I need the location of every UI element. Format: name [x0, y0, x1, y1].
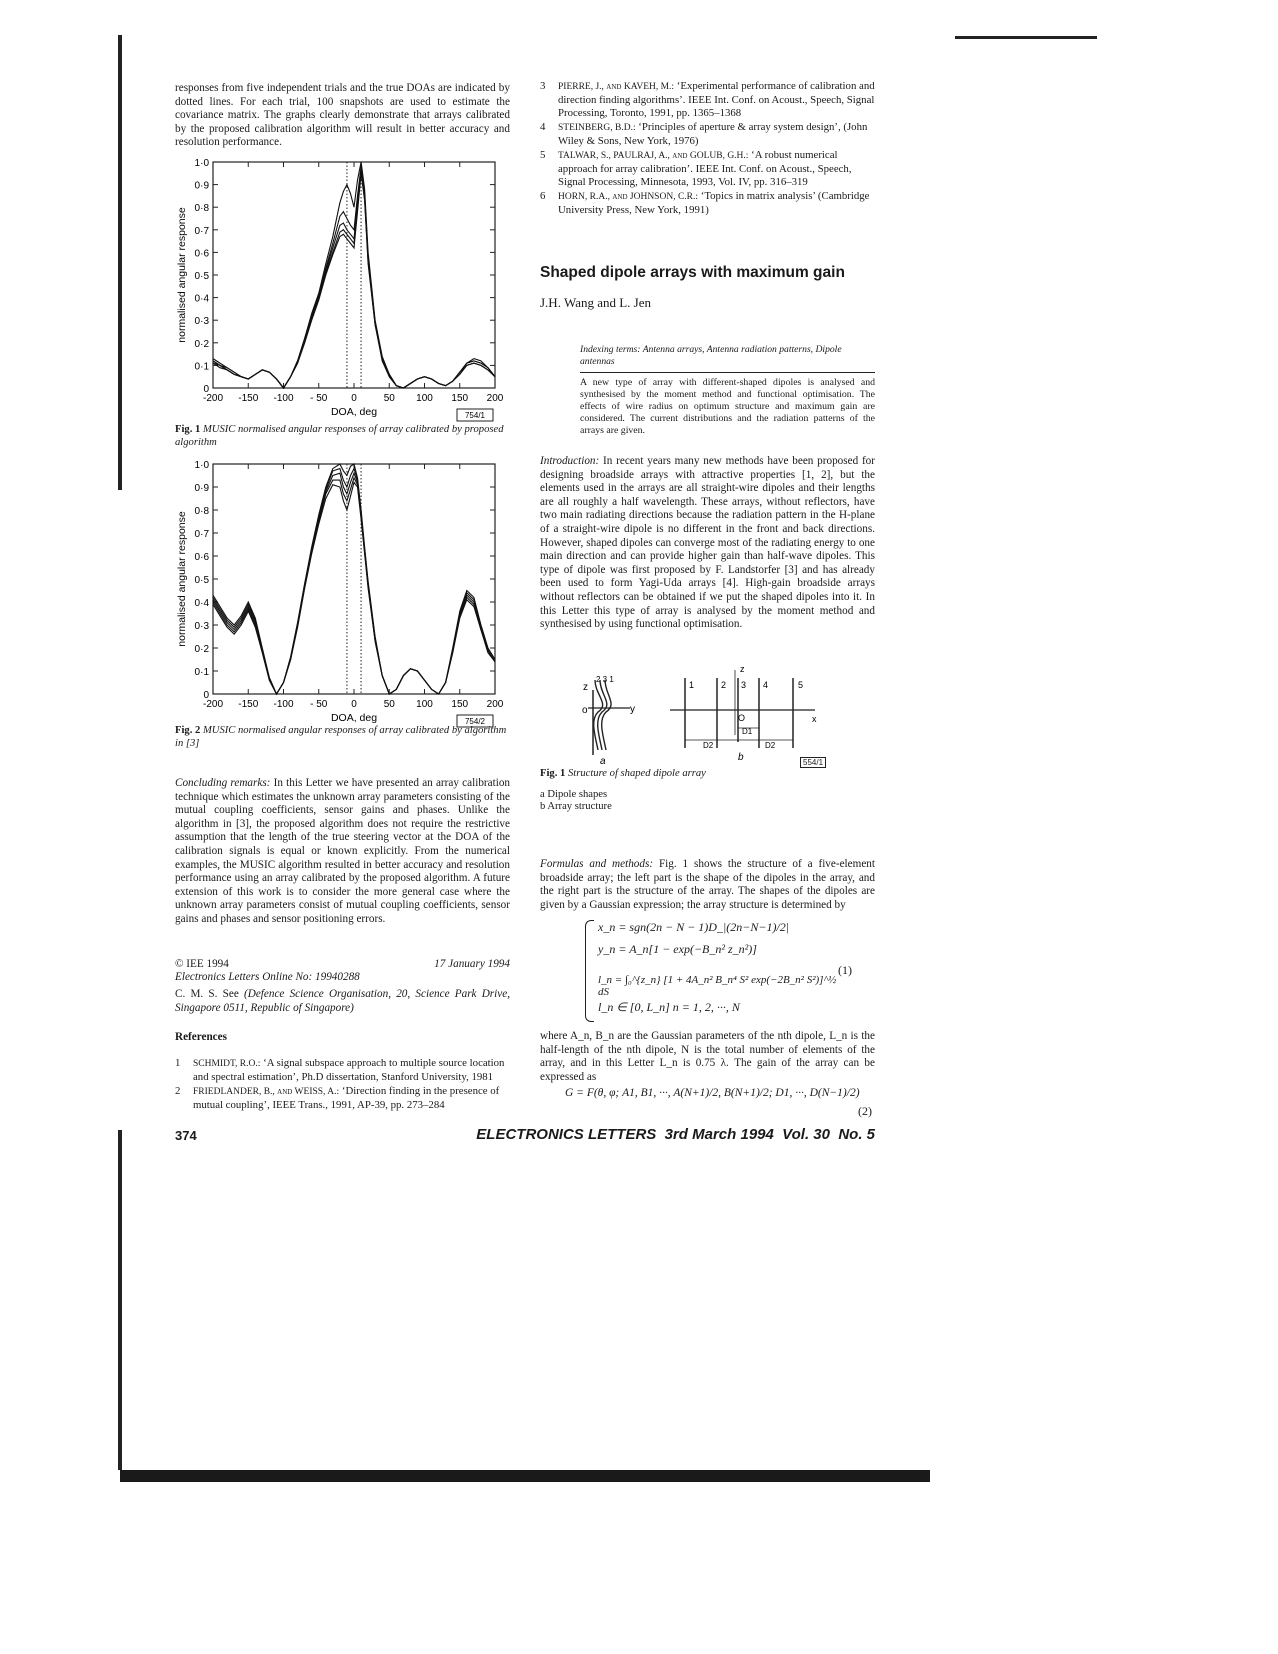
intro-heading: Introduction: [540, 455, 600, 467]
series-line [213, 169, 495, 388]
fig2-plot [165, 454, 515, 736]
y-tick-label: 0·8 [194, 203, 209, 215]
x-tick-label: 100 [416, 393, 433, 404]
fig2-caption-label: Fig. 2 [175, 725, 201, 736]
y-tick-label: 0·5 [194, 575, 209, 586]
dipole-curve [602, 680, 611, 750]
indexing-terms: Indexing terms: Antenna arrays, Antenna radiation patterns, Dipole antennas [580, 344, 842, 367]
figure-tag: 754/1 [464, 411, 486, 420]
fig-label-b: b [738, 752, 744, 763]
author-affiliation [175, 988, 510, 1015]
y-axis-label: normalised angular response [176, 511, 188, 647]
fig-label-d2-left: D2 [703, 741, 714, 750]
fig-label-d2-right: D2 [765, 741, 776, 750]
x-tick-label: -150 [238, 699, 259, 710]
journal-footer: ELECTRONICS LETTERS 3rd March 1994 Vol. 30 No. 5 [476, 1126, 875, 1143]
x-tick-label: 200 [486, 699, 504, 710]
fig-label-o-a: o [582, 705, 588, 716]
y-tick-label: 0·9 [194, 180, 209, 192]
eq1-line: l_n = ∫₀^{z_n} [1 + 4A_n² B_n⁴ S² exp(−2B_n² S²)]^½ dS [598, 974, 837, 998]
struct-fig-sub-b: b Array structure [540, 801, 612, 812]
x-tick-label: -200 [202, 393, 224, 404]
fig-num-3: 3 [741, 680, 747, 690]
struct-fig-caption-text: Structure of shaped dipole array [567, 768, 706, 779]
series-line [213, 167, 495, 389]
reference-item: 1 SCHMIDT, R.O.: ‘A signal subspace approach to multiple source location and spectral estimation’, Ph.D dissertation, Stanford University, 1981 [175, 1057, 505, 1083]
fig2-caption-text: MUSIC normalised angular responses of array calibrated by algorithm in [3] [175, 725, 507, 749]
y-tick-label: 0·2 [194, 644, 209, 655]
y-tick-label: 0·4 [194, 293, 209, 305]
dipole-shapes-diagram [582, 675, 635, 767]
x-tick-label: 200 [486, 393, 504, 404]
fig-label-x: x [812, 714, 817, 724]
struct-fig-caption-label: Fig. 1 [540, 768, 566, 779]
formulas-methods [540, 858, 875, 912]
fig-num-2: 2 [721, 680, 727, 690]
references-left [175, 1057, 510, 1113]
x-axis-label: DOA, deg [330, 406, 378, 418]
x-axis-label: DOA, deg [330, 712, 378, 724]
abstract: A new type of array with different-shaped dipoles is analysed and synthesised by the moment method and functional optimisation. The effects of wire radius on optimum structure and maximum gain are considered. The current distributions and the radiation patterns of the arrays are given. [580, 377, 875, 436]
x-tick-label: 100 [416, 699, 433, 710]
y-tick-label: 0·3 [194, 621, 209, 632]
y-tick-label: 0·6 [194, 248, 209, 260]
y-tick-label: 0·9 [194, 483, 209, 494]
left-binding-edge [118, 35, 122, 490]
y-tick-label: 0·3 [194, 316, 209, 328]
fig2-caption [175, 725, 510, 750]
dipole-curve [594, 680, 603, 750]
x-tick-label: -100 [273, 393, 294, 404]
struct-fig-sub-a: a Dipole shapes [540, 789, 608, 800]
concluding-heading: Concluding remarks: [175, 777, 271, 789]
fig-label-origin: O [738, 713, 746, 723]
fig-label-123: 2 3 1 [596, 675, 614, 684]
fig1-caption-label: Fig. 1 [175, 424, 201, 435]
top-right-rule [955, 36, 1097, 39]
series-line [213, 478, 495, 694]
y-tick-label: 0 [203, 690, 209, 701]
reference-item: 3 PIERRE, J., and KAVEH, M.: ‘Experimental performance of calibration and direction finding algorithms’. IEEE Int. Conf. on Acoust., Speech, Signal Processing, Toronto, 1991, pp. 1365–1368 [540, 80, 875, 119]
array-structure-diagram [670, 664, 817, 763]
online-number: Electronics Letters Online No: 19940288 [175, 971, 360, 983]
equation-2-label: (2) [858, 1104, 872, 1118]
eq1-line: y_n = A_n[1 − exp(−B_n² z_n²)] [598, 942, 757, 956]
y-tick-label: 0·4 [194, 598, 209, 609]
y-tick-label: 0·8 [194, 506, 209, 517]
x-tick-label: - 50 [310, 393, 328, 404]
series-line [213, 482, 495, 694]
formulas-text: Fig. 1 shows the structure of a five-element broadside array; the left part is the shape of the dipoles in the array, and the right part is the structure of the array. The shapes of the dipoles are given by a Gaussian expression; the array structure is determined by [540, 858, 875, 911]
left-binding-edge-lower [118, 1130, 122, 1470]
equation-1-brace [585, 920, 594, 1022]
where-text: where A_n, B_n are the Gaussian parameters of the nth dipole, L_n is the half-length of the nth dipole, N is the total number of elements of the array, and in this Letter L_n is 0.75 λ. The gain of the array can be expressed as [540, 1030, 875, 1083]
author-name: C. M. S. See [175, 988, 239, 1000]
x-tick-label: -150 [238, 393, 259, 404]
fig-num-4: 4 [763, 680, 769, 690]
fig-label-z-a: z [583, 682, 588, 693]
fig1-plot [165, 152, 515, 430]
y-tick-label: 1·0 [194, 158, 209, 169]
y-tick-label: 0·7 [194, 225, 209, 237]
y-tick-label: 0·5 [194, 271, 209, 282]
fig-label-y: y [630, 704, 635, 715]
x-tick-label: 150 [451, 699, 469, 710]
copyright-iee: © IEE 1994 [175, 958, 229, 970]
y-tick-label: 0·7 [194, 529, 209, 540]
concluding-remarks [175, 777, 510, 927]
y-tick-label: 0·2 [194, 338, 209, 350]
y-tick-label: 0·1 [194, 667, 209, 678]
figure-tag: 754/2 [464, 717, 486, 726]
x-tick-label: 150 [451, 393, 469, 404]
fig1-caption-text: MUSIC normalised angular responses of array calibrated by proposed algorithm [175, 424, 504, 448]
eq1-line: l_n ∈ [0, L_n] n = 1, 2, ···, N [598, 1000, 740, 1014]
fig-label-a: a [600, 756, 606, 767]
y-tick-label: 0·1 [194, 361, 209, 373]
plot-frame [213, 464, 495, 694]
left-top-paragraph: responses from five independent trials and the true DOAs are indicated by dotted lines. For each trial, 100 snapshots are used to estimate the covariance matrix. The graphs clearly demonstrate that arrays calibrated by the proposed calibration algorithm will result in better accuracy and resolution performance. [175, 82, 510, 149]
fig-num-5: 5 [798, 680, 804, 690]
abstract-rule [580, 372, 875, 373]
fig-label-d1: D1 [742, 727, 753, 736]
equation-1 [598, 920, 838, 1020]
x-tick-label: 50 [383, 699, 395, 710]
struct-fig-tag: 554/1 [800, 757, 826, 768]
introduction [540, 455, 875, 632]
x-tick-label: 50 [383, 393, 395, 404]
formulas-heading: Formulas and methods: [540, 858, 654, 870]
fig-num-1: 1 [689, 680, 695, 690]
references-heading: References [175, 1031, 227, 1043]
page-number: 374 [175, 1128, 197, 1143]
dipole-structure-figure [560, 660, 840, 770]
article-title: Shaped dipole arrays with maximum gain [540, 264, 845, 281]
x-tick-label: -200 [202, 699, 224, 710]
eq1-line: x_n = sgn(2n − N − 1)D_|(2n−N−1)/2| [598, 920, 790, 934]
series-line [213, 464, 495, 694]
y-tick-label: 1·0 [194, 460, 209, 471]
x-tick-label: 0 [351, 699, 357, 710]
reference-item: 2 FRIEDLANDER, B., and WEISS, A.: ‘Direction finding in the presence of mutual coupling’, IEEE Trans., 1991, AP-39, pp. 273–284 [175, 1085, 500, 1111]
concluding-text: In this Letter we have presented an array calibration technique which estimates the unknown array parameters consisting of the mutual coupling coefficients, sensor gains and phases. Unlike the algorithm in [3], the proposed algorithm does not require the restrictive assumption that the length of the true steering vector at the DOA of the calibration signals is equal or known explicitly. From the numerical examples, the MUSIC algorithm resulted in better accuracy and resolution performance using an array calibrated by the proposed algorithm. A future extension of this work is to consider the more general case where the unknown array parameters consist of mutual coupling coefficients, sensor gains and phases and sensor positioning errors. [175, 777, 511, 925]
series-line [213, 469, 495, 694]
y-tick-label: 0·6 [194, 552, 209, 563]
struct-fig-caption [540, 768, 875, 781]
reference-item: 6 HORN, R.A., and JOHNSON, C.R.: ‘Topics in matrix analysis’ (Cambridge University Press, New York, 1991) [540, 190, 870, 216]
references-right [540, 80, 875, 218]
intro-text: In recent years many new methods have been proposed for designing broadside arrays with attractive properties [1, 2], but the elements used in the arrays are all straight-wire dipoles and their lengths are all roughly a half wavelength. These arrays, without reflectors, have two main radiating directions because the radiation pattern in the H-plane of a straight-wire dipole is no different in the front and back directions. However, shaped dipoles can converge most of the radiating energy to one main direction and can provide higher gain than half-wave dipoles. This type of dipole was first proposed by F. Landstorfer [3] and has already been used to form Yagi-Uda arrays [4]. High-gain broadside arrays without reflectors can be obtained if we put the shaped dipoles into it. In this Letter this type of array is analysed by the moment method and synthesised by using functional optimisation. [540, 455, 875, 631]
copyright-date: 17 January 1994 [434, 958, 510, 970]
y-tick-label: 0 [203, 384, 209, 395]
y-axis-label: normalised angular response [176, 207, 188, 343]
affiliation-text: (Defence Science Organisation, 20, Science Park Drive, Singapore 0511, Republic of Singapore) [175, 988, 510, 1014]
bottom-rule [120, 1470, 930, 1482]
series-line [213, 162, 495, 388]
x-tick-label: - 50 [310, 699, 328, 710]
reference-item: 5 TALWAR, S., PAULRAJ, A., and GOLUB, G.H.: ‘A robust numerical approach for array calibration’. IEEE Int. Conf. on Acoust., Speech, Signal Processing, Minnesota, 1993, Vol. IV, pp. 316–319 [540, 149, 852, 188]
plot-frame [213, 162, 495, 388]
series-line [213, 473, 495, 694]
dipole-curve [598, 680, 607, 750]
fig-label-z-b: z [740, 664, 745, 674]
x-tick-label: 0 [351, 393, 357, 404]
equation-1-label: (1) [838, 963, 852, 977]
x-tick-label: -100 [273, 699, 294, 710]
fig1-caption [175, 424, 510, 449]
reference-item: 4 STEINBERG, B.D.: ‘Principles of aperture & array system design’, (John Wiley & Sons, New York, 1976) [540, 121, 868, 147]
article-authors: J.H. Wang and L. Jen [540, 295, 652, 310]
equation-2: G = F(θ, φ; A1, B1, ···, A(N+1)/2, B(N+1)/2; D1, ···, D(N−1)/2) [565, 1087, 860, 1099]
